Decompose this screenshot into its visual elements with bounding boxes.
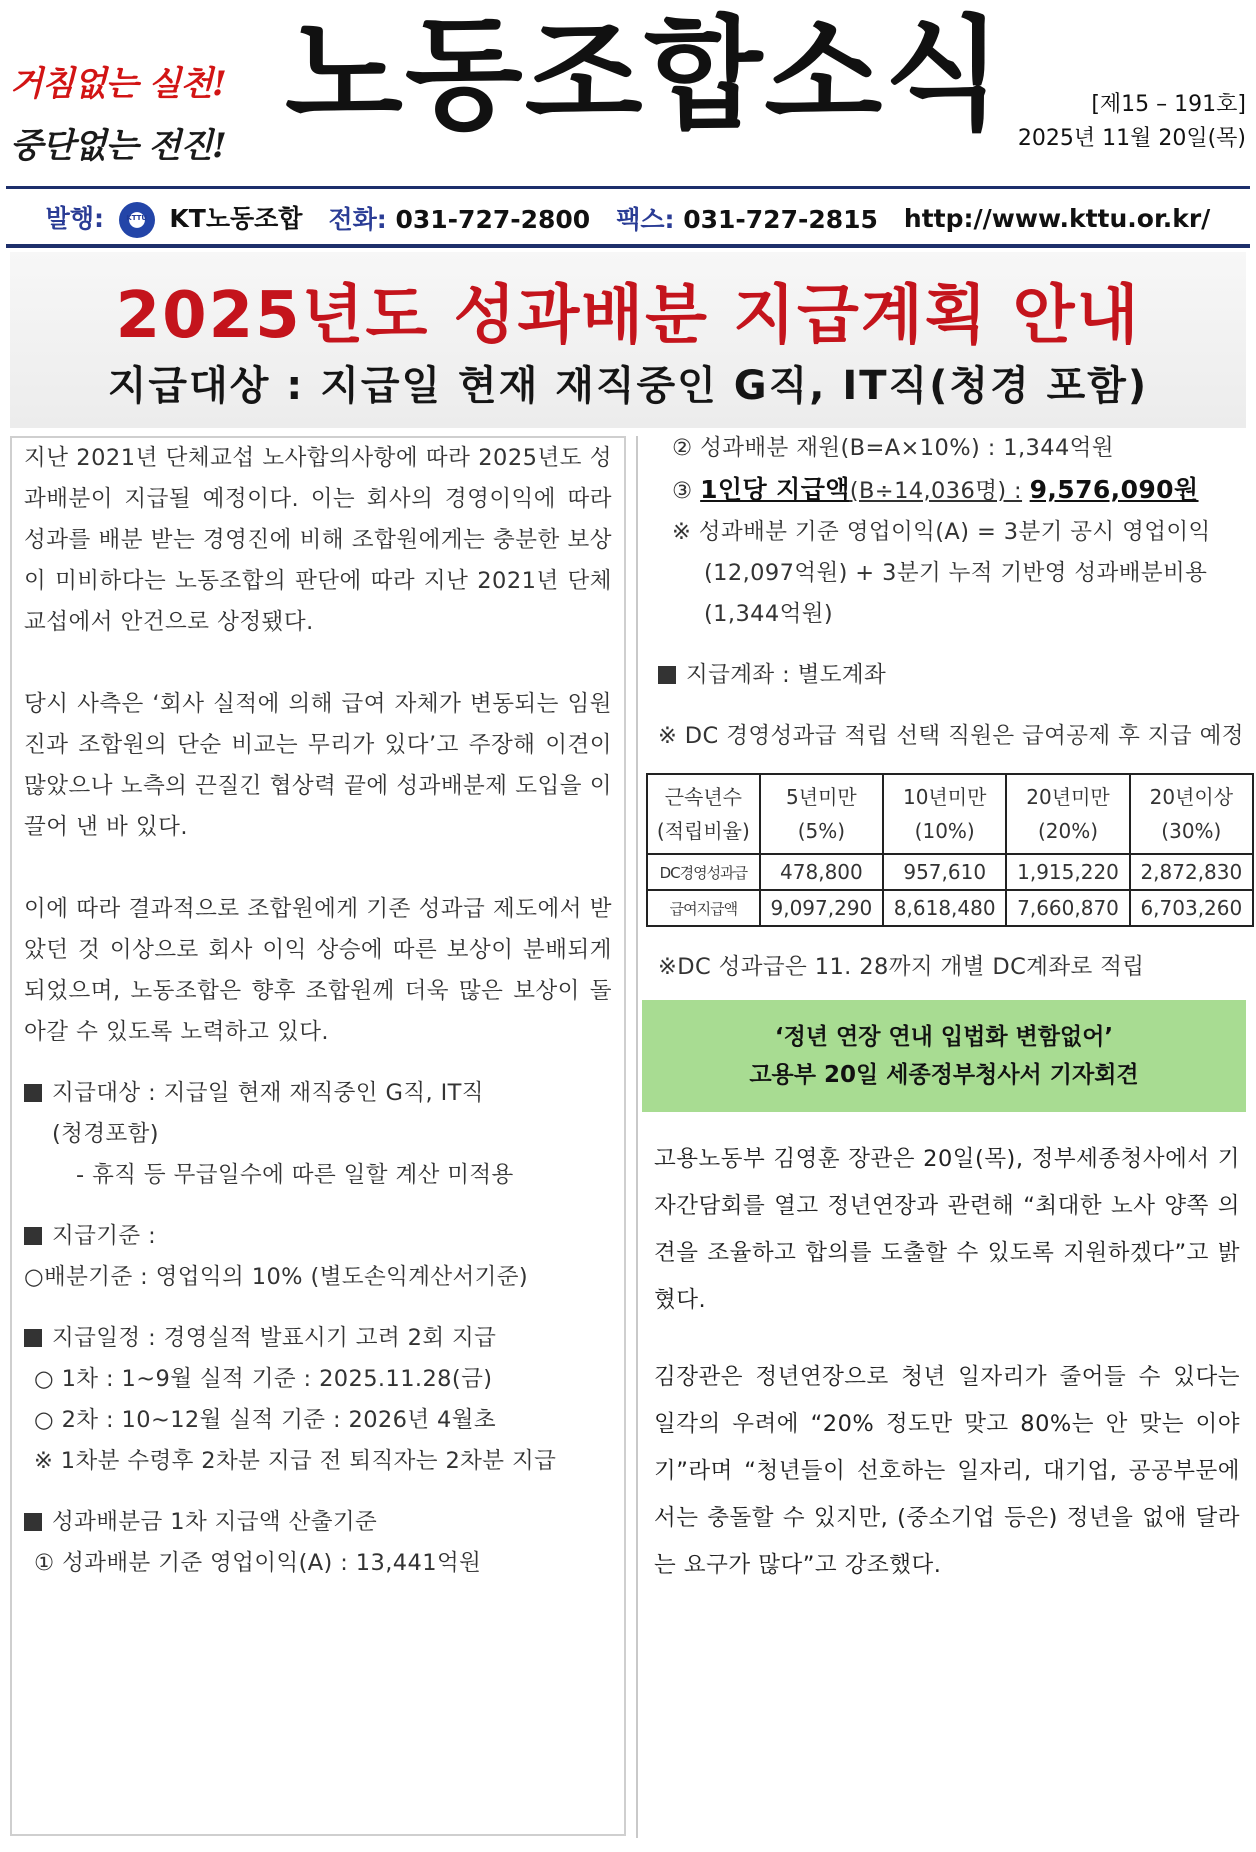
phone-number: 031-727-2800	[395, 205, 591, 234]
table-row	[647, 854, 1253, 890]
section-target-text: 지급대상 : 지급일 현재 재직중인 G직, IT직	[52, 1080, 484, 1106]
publisher-name: KT노동조합	[169, 203, 303, 233]
headline-title: 2025년도 성과배분 지급계획 안내	[115, 279, 1141, 353]
history-paragraph: 당시 사측은 ‘회사 실적에 의해 급여 자체가 변동되는 임원진과 조합원의 단순 비교는 무리가 있다’고 주장해 이견이 많았으나 노측의 끈질긴 협상력 끝에 성과배분제 도입을 이끌어 낸 바 있다.	[24, 691, 612, 840]
headline-box	[10, 252, 1246, 428]
table-cell: 478,800	[760, 854, 883, 890]
issue-info	[1018, 88, 1246, 156]
section-criteria-text: 지급기준 :	[52, 1223, 157, 1249]
publisher-label: 발행:	[45, 203, 104, 233]
section-account	[650, 655, 1244, 696]
headline-subtitle: 지급대상 : 지급일 현재 재직중인 G직, IT직(청경 포함)	[107, 363, 1149, 409]
intro-paragraph: 지난 2021년 단체교섭 노사합의사항에 따라 2025년도 성과배분이 지급될 예정이다. 이는 회사의 경영이익에 따라 성과를 배분 받는 경영진에 비해 조합원에게는 충분한 보상이 미비하다는 노동조합의 판단에 따라 지난 2021년 단체교섭에서 안건으로 상정됐다.	[24, 445, 612, 635]
section-schedule	[24, 1318, 612, 1359]
row-head-dc: DC경영성과급	[647, 854, 760, 890]
calc-item-3	[650, 469, 1244, 512]
calc-3-number: ③	[672, 478, 693, 504]
square-bullet-icon	[24, 1084, 42, 1102]
slogan-1-b: 실천!	[148, 64, 226, 104]
section-calc-text: 성과배분금 1차 지급액 산출기준	[52, 1509, 378, 1535]
schedule-first: ○ 1차 : 1~9월 실적 기준 : 2025.11.28(금)	[34, 1366, 493, 1392]
calc-item-2: ② 성과배분 재원(B=A×10%) : 1,344억원	[672, 435, 1114, 461]
calc-item-1: ① 성과배분 기준 영업이익(A) : 13,441억원	[34, 1550, 482, 1576]
slogan-line-2	[10, 118, 226, 167]
section-account-text: 지급계좌 : 별도계좌	[686, 662, 887, 688]
masthead-rule-bottom	[6, 244, 1250, 248]
section-criteria	[24, 1216, 612, 1257]
schedule-note: ※ 1차분 수령후 2차분 지급 전 퇴직자는 2차분 지급	[34, 1448, 557, 1474]
section-target-cont: (청경포함)	[52, 1121, 159, 1147]
slogan-1-a: 거침없는	[10, 64, 138, 104]
dc-payment-table	[646, 773, 1254, 927]
per-person-label: 1인당 지급액	[700, 475, 850, 504]
header-under-20: 20년미만 (20%)	[1006, 774, 1129, 854]
table-cell: 1,915,220	[1006, 854, 1129, 890]
row-head-salary: 급여지급액	[647, 890, 760, 926]
news-headline-2: 고용부 20일 세종정부청사서 기자회견	[749, 1062, 1139, 1088]
slogan-line-1	[10, 56, 226, 105]
fax-label: 팩스:	[616, 205, 675, 234]
table-cell: 957,610	[883, 854, 1006, 890]
news-paragraph-1: 고용노동부 김영훈 장관은 20일(목), 정부세종청사에서 기자간담회를 열고 정년연장과 관련해 “최대한 노사 양쪽 의견을 조율하고 합의를 도출할 수 있도록 지원하겠다”고 밝혔다.	[654, 1146, 1240, 1313]
table-cell: 2,872,830	[1130, 854, 1253, 890]
per-person-formula: (B÷14,036명) :	[849, 478, 1023, 504]
slogan-2-b: 전진!	[148, 126, 226, 166]
phone-group	[328, 200, 590, 236]
news-headline-1: ‘정년 연장 연내 입법화 변함없어’	[774, 1024, 1114, 1050]
header-under-10: 10년미만 (10%)	[883, 774, 1006, 854]
square-bullet-icon	[24, 1227, 42, 1245]
website-link[interactable]: http://www.kttu.or.kr/	[903, 203, 1211, 233]
publisher-bar	[6, 192, 1250, 244]
news-headline-box	[642, 1000, 1246, 1112]
publisher-group	[46, 199, 303, 238]
dc-deposit-note: ※DC 성과급은 11. 28까지 개별 DC계좌로 적립	[658, 954, 1145, 980]
slogan-2-a: 중단없는	[10, 126, 138, 166]
schedule-second: ○ 2차 : 10~12월 실적 기준 : 2026년 4월초	[34, 1407, 497, 1433]
newsletter-title: 노동조합소식	[285, 4, 1005, 146]
kttu-logo-icon	[119, 202, 155, 238]
square-bullet-icon	[24, 1513, 42, 1531]
masthead-rule-top	[6, 186, 1250, 189]
left-column	[10, 436, 626, 1836]
result-paragraph: 이에 따라 결과적으로 조합원에게 기존 성과급 제도에서 받았던 것 이상으로 회사 이익 상승에 따른 보상이 분배되게 되었으며, 노동조합은 향후 조합원께 더욱 많은 보상이 돌아갈 수 있도록 노력하고 있다.	[24, 896, 612, 1045]
dc-note: ※ DC 경영성과급 적립 선택 직원은 급여공제 후 지급 예정	[658, 723, 1244, 749]
header-under-5: 5년미만 (5%)	[760, 774, 883, 854]
header-tenure: 근속년수 (적립비율)	[647, 774, 760, 854]
calc-note: ※ 성과배분 기준 영업이익(A) = 3분기 공시 영업이익(12,097억원) + 3분기 누적 기반영 성과배분비용(1,344억원)	[672, 519, 1211, 627]
fax-group	[616, 200, 878, 236]
header-over-20: 20년이상 (30%)	[1130, 774, 1253, 854]
per-person-amount: 9,576,090원	[1029, 475, 1199, 504]
fax-number: 031-727-2815	[683, 205, 878, 234]
table-cell: 7,660,870	[1006, 890, 1129, 926]
criteria-item: ○배분기준 : 영업익의 10% (별도손익계산서기준)	[24, 1264, 529, 1290]
section-target	[24, 1073, 612, 1114]
table-cell: 8,618,480	[883, 890, 1006, 926]
news-paragraph-2: 김장관은 정년연장으로 청년 일자리가 줄어들 수 있다는 일각의 우려에 “20% 정도만 맞고 80%는 안 맞는 이야기”라며 “청년들이 선호하는 일자리, 대기업, 공공부문에서는 충돌할 수 있지만, (중소기업 등은) 정년을 없애 달라는 요구가 많다”고 강조했다.	[654, 1364, 1240, 1578]
issue-date: 2025년 11월 20일(목)	[1017, 126, 1246, 151]
section-target-note: - 휴직 등 무급일수에 따른 일할 계산 미적용	[76, 1162, 514, 1188]
table-header-row	[647, 774, 1253, 854]
table-cell: 9,097,290	[760, 890, 883, 926]
issue-number: [제15 – 191호]	[1091, 92, 1246, 117]
table-cell: 6,703,260	[1130, 890, 1253, 926]
square-bullet-icon	[658, 666, 676, 684]
phone-label: 전화:	[328, 205, 387, 234]
section-schedule-text: 지급일정 : 경영실적 발표시기 고려 2회 지급	[52, 1325, 497, 1351]
column-divider	[636, 436, 638, 1838]
section-calc	[24, 1502, 612, 1543]
masthead	[0, 0, 1256, 192]
right-column	[642, 436, 1252, 1838]
square-bullet-icon	[24, 1329, 42, 1347]
table-row	[647, 890, 1253, 926]
